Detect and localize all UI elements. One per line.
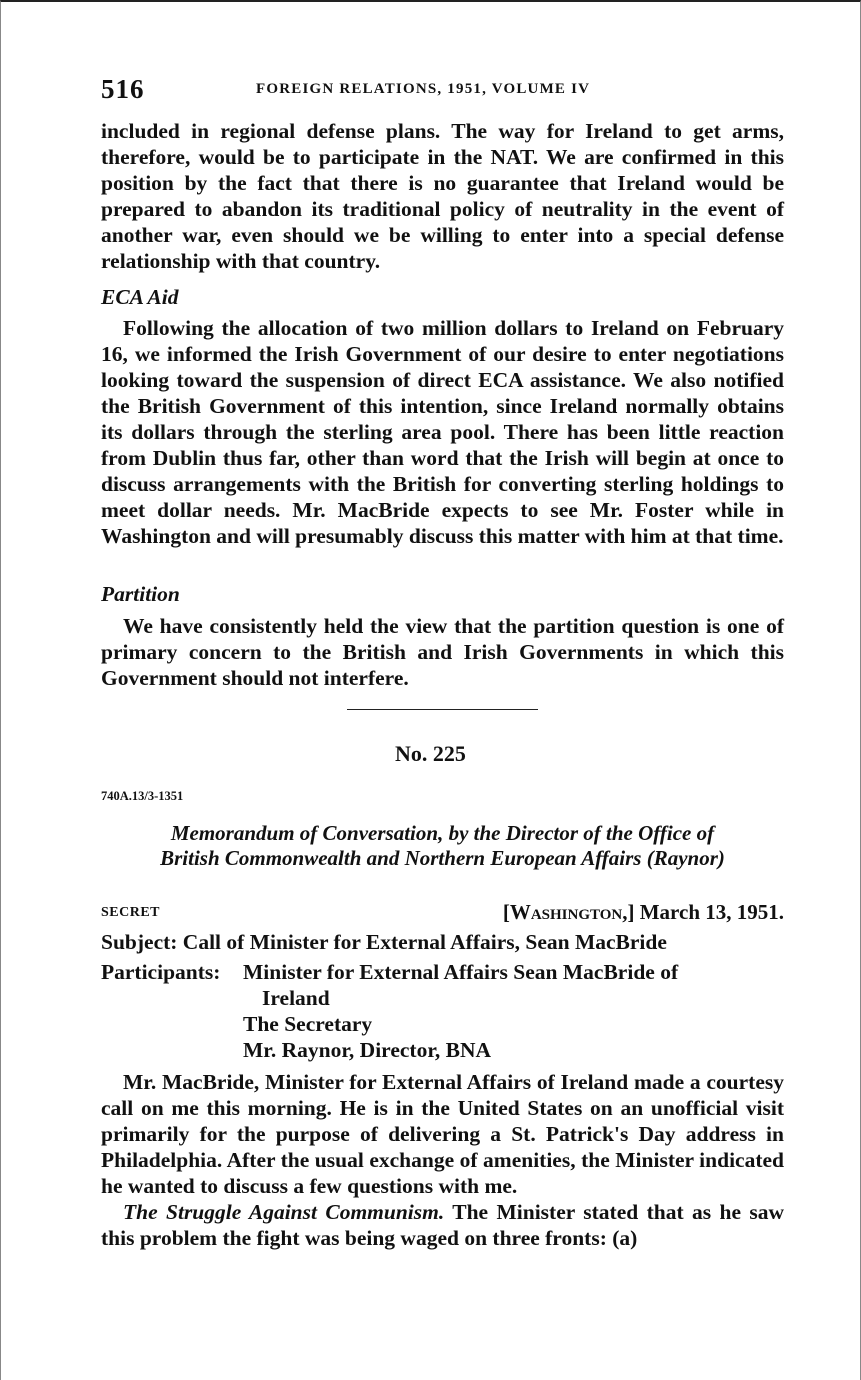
classification-line bbox=[101, 900, 784, 926]
section-heading-eca-aid: ECA Aid bbox=[101, 285, 179, 309]
paragraph-courtesy-call: Mr. MacBride, Minister for External Affairs of Ireland made a courtesy call on me this morning. He is in the United States on an unofficial visit primarily for the purpose of delivering a St. Patrick's Day address in Philadelphia. After the usual exchange of amenities, the Minister indicated he wanted to discuss a few questions with me. bbox=[101, 1070, 784, 1198]
participants-label: Participants: bbox=[101, 960, 221, 984]
subject-line: Subject: Call of Minister for External Affairs, Sean MacBride bbox=[101, 930, 667, 954]
document-number: No. 225 bbox=[395, 741, 466, 766]
dateline-place: [Washington,] bbox=[502, 900, 635, 924]
classification-marking: SECRET bbox=[101, 905, 161, 920]
participant-macbride-continued: Ireland bbox=[262, 986, 330, 1010]
memorandum-title bbox=[101, 821, 784, 871]
running-head bbox=[101, 74, 784, 106]
section-divider bbox=[347, 709, 538, 710]
participant-macbride: Minister for External Affairs Sean MacBride of bbox=[243, 960, 679, 984]
dateline bbox=[503, 900, 784, 925]
paragraph-nat: included in regional defense plans. The way for Ireland to get arms, therefore, would be to participate in the NAT. We are confirmed in this position by the fact that there is no guarantee that Ireland would be prepared to abandon its traditional policy of neutrality in the event of another war, even should we be willing to enter into a special defense relationship with that country. bbox=[101, 119, 784, 273]
page-number: 516 bbox=[101, 74, 145, 104]
struggle-heading: The Struggle Against Communism. bbox=[123, 1200, 445, 1224]
struggle-text: The Minister stated that as he saw this problem the fight was being waged on three fronts: (a) bbox=[101, 1200, 785, 1250]
paragraph-partition: We have consistently held the view that the partition question is one of primary concern to the British and Irish Governments in which this Government should not interfere. bbox=[101, 614, 784, 690]
dateline-date: March 13, 1951. bbox=[639, 900, 784, 924]
memorandum-title-line-1: Memorandum of Conversation, by the Director of the Office of bbox=[170, 821, 715, 845]
eca-aid-section bbox=[101, 315, 784, 549]
body-paragraph-continued bbox=[101, 118, 784, 274]
paragraph-struggle bbox=[101, 1199, 784, 1251]
memo-body bbox=[101, 1069, 784, 1251]
paragraph-eca-aid: Following the allocation of two million dollars to Ireland on February 16, we informed the Irish Government of our desire to enter negotiations looking toward the suspension of direct ECA assistance. We also notified the British Government of this intention, since Ireland normally obtains its dollars through the sterling area pool. There has been little reaction from Dublin thus far, other than word that the Irish will begin at once to discuss arrangements with the British for converting sterling holdings to meet dollar needs. Mr. MacBride expects to see Mr. Foster while in Washington and will presumably discuss this matter with him at that time. bbox=[101, 316, 784, 548]
running-head-title: FOREIGN RELATIONS, 1951, VOLUME IV bbox=[256, 81, 591, 97]
file-reference: 740A.13/3-1351 bbox=[101, 789, 184, 803]
participant-raynor: Mr. Raynor, Director, BNA bbox=[243, 1038, 492, 1062]
participant-secretary: The Secretary bbox=[243, 1012, 373, 1036]
section-heading-partition: Partition bbox=[101, 582, 180, 606]
memorandum-title-line-2: British Commonwealth and Northern European Affairs (Raynor) bbox=[160, 846, 725, 870]
partition-section bbox=[101, 613, 784, 691]
